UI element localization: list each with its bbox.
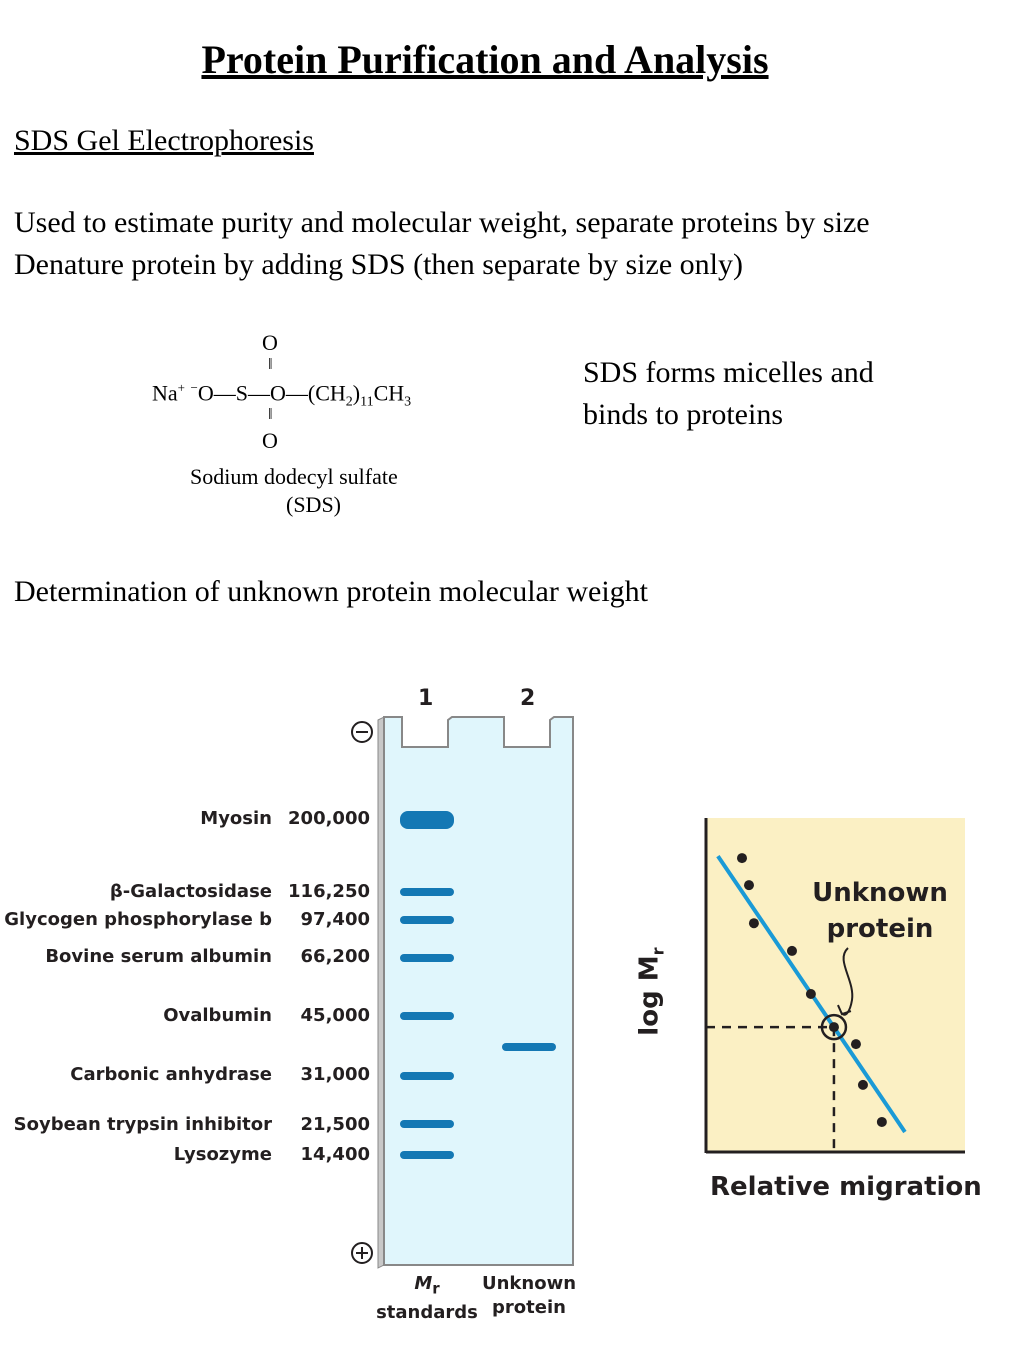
ylabel-text: log M [634,955,665,1036]
chart-xlabel: Relative migration [710,1172,982,1202]
formula-row: Na+ $^-O—S—O—(CH_2)_{11}CH_3$ [152,380,412,410]
sub: 3 [404,394,412,410]
sub: 11 [360,394,374,410]
double-bond: ‖ [268,406,273,423]
standard-mw: 14,400 [300,1144,370,1165]
oxygen-top: O [262,330,278,355]
note-line: binds to proteins [583,398,783,431]
plot-background [706,818,965,1152]
standard-name: Carbonic anhydrase [70,1064,272,1085]
sds-abbrev: (SDS) [286,492,342,517]
standard-mw: 31,000 [300,1064,370,1085]
chart-ylabel [634,937,667,1047]
lane-1-label: 1 [418,686,434,711]
data-point [851,1039,861,1049]
standard-mw: 45,000 [300,1005,370,1026]
double-bond: ‖ [268,356,273,373]
standard-name: β-Galactosidase [109,881,272,902]
band [400,1151,454,1159]
lane-2-label: 2 [520,686,536,711]
data-point [829,1022,839,1032]
data-point [737,853,747,863]
band-myosin [400,811,454,829]
oxygen-bottom: O [262,428,278,453]
band [400,888,454,896]
standard-mw: 21,500 [300,1114,370,1135]
annotation-line: protein [826,914,934,944]
band [400,916,454,924]
caption-line: Unknown [481,1273,577,1294]
caption-line: standards [376,1301,478,1323]
chain: O—(CH [269,380,346,406]
band [400,954,454,962]
lane-1-caption [372,1272,482,1325]
standard-name: Bovine serum albumin [45,946,272,967]
sodium: Na [152,380,178,406]
annotation-line: Unknown [812,878,948,908]
standard-name: Lysozyme [173,1144,272,1165]
standard-mw: 200,000 [288,808,370,829]
note-line: SDS forms micelles and [583,356,874,389]
caption-line: M [414,1273,433,1294]
chart-annotation [810,875,950,947]
methyl: CH [373,380,405,406]
sulfur: S [235,380,248,406]
band [400,1120,454,1128]
sub: 2 [345,394,353,410]
determination-heading: Determination of unknown protein molecular weight [14,575,648,608]
standard-mw: 66,200 [300,946,370,967]
text-line: Denature protein by adding SDS (then separate by size only) [14,248,743,281]
oxygen: O [197,380,214,406]
sds-structure [150,330,510,520]
section-heading: SDS Gel Electrophoresis [14,124,314,157]
data-point [858,1080,868,1090]
standard-name: Glycogen phosphorylase b [4,909,272,930]
standard-name: Soybean trypsin inhibitor [13,1114,272,1135]
band-unknown [502,1043,556,1051]
sds-name: Sodium dodecyl sulfate [190,464,398,489]
gel [340,700,590,1280]
data-point [877,1117,887,1127]
band [400,1072,454,1080]
caption-sub: r [432,1279,440,1298]
standard-mw: 116,250 [288,881,370,902]
standard-name: Ovalbumin [163,1005,272,1026]
migration-chart [630,800,1000,1220]
data-point [806,989,816,999]
page-title: Protein Purification and Analysis [201,37,769,82]
text-line: Used to estimate purity and molecular weight, separate proteins by size [14,206,870,239]
data-point [744,880,754,890]
band [400,1012,454,1020]
sds-note [583,352,874,436]
ylabel-sub: r [648,947,668,956]
standard-mw: 97,400 [300,909,370,930]
lane-2-caption [474,1272,584,1320]
data-point [787,946,797,956]
caption-line: protein [492,1297,566,1318]
standard-name: Myosin [200,808,272,829]
data-point [749,918,759,928]
